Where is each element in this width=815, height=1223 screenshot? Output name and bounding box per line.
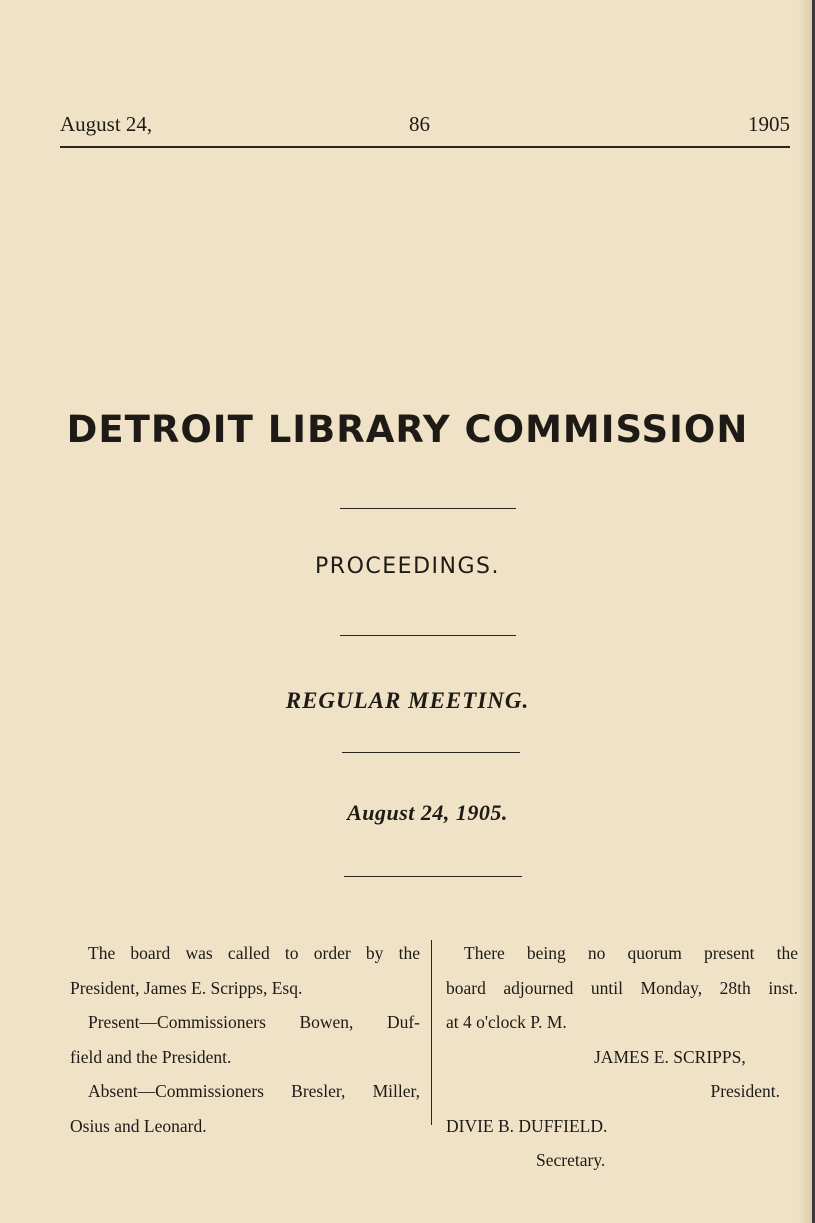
divider-rule [342, 752, 520, 753]
page-edge-shadow [798, 0, 812, 1223]
paragraph-line: The board was called to order by the [88, 943, 420, 963]
page-title: DETROIT LIBRARY COMMISSION [66, 408, 749, 451]
right-column [446, 936, 798, 1178]
header-rule [60, 146, 790, 148]
paragraph-line: at 4 o'clock P. M. [446, 1012, 567, 1032]
left-column [70, 936, 420, 1143]
divider-rule [344, 876, 522, 877]
paragraph-line: President, James E. Scripps, Esq. [70, 977, 303, 998]
secretary-name: DIVIE B. DUFFIELD. [446, 1115, 608, 1136]
paragraph-line: There being no quorum present the [464, 943, 798, 963]
column-divider [431, 940, 432, 1125]
meeting-type-heading: REGULAR MEETING. [285, 688, 530, 713]
paragraph-line: Osius and Leonard. [70, 1115, 207, 1136]
signature-title: President. [710, 1081, 780, 1101]
signature-name: JAMES E. SCRIPPS, [594, 1046, 746, 1067]
divider-rule [340, 635, 516, 636]
running-head-year: 1905 [748, 112, 790, 136]
running-head-date: August 24, [60, 112, 153, 136]
page-number: 86 [409, 112, 430, 136]
paragraph-line: field and the President. [70, 1046, 232, 1067]
paragraph-line: board adjourned until Monday, 28th inst. [446, 977, 798, 998]
paragraph-line: Present—Commissioners Bowen, Duf- [88, 1012, 420, 1032]
proceedings-heading: PROCEEDINGS. [315, 554, 500, 579]
divider-rule [340, 508, 516, 509]
secretary-title: Secretary. [536, 1150, 606, 1170]
paragraph-line: Absent—Commissioners Bresler, Miller, [88, 1081, 420, 1101]
meeting-date-heading: August 24, 1905. [347, 800, 508, 825]
running-head [60, 112, 790, 142]
